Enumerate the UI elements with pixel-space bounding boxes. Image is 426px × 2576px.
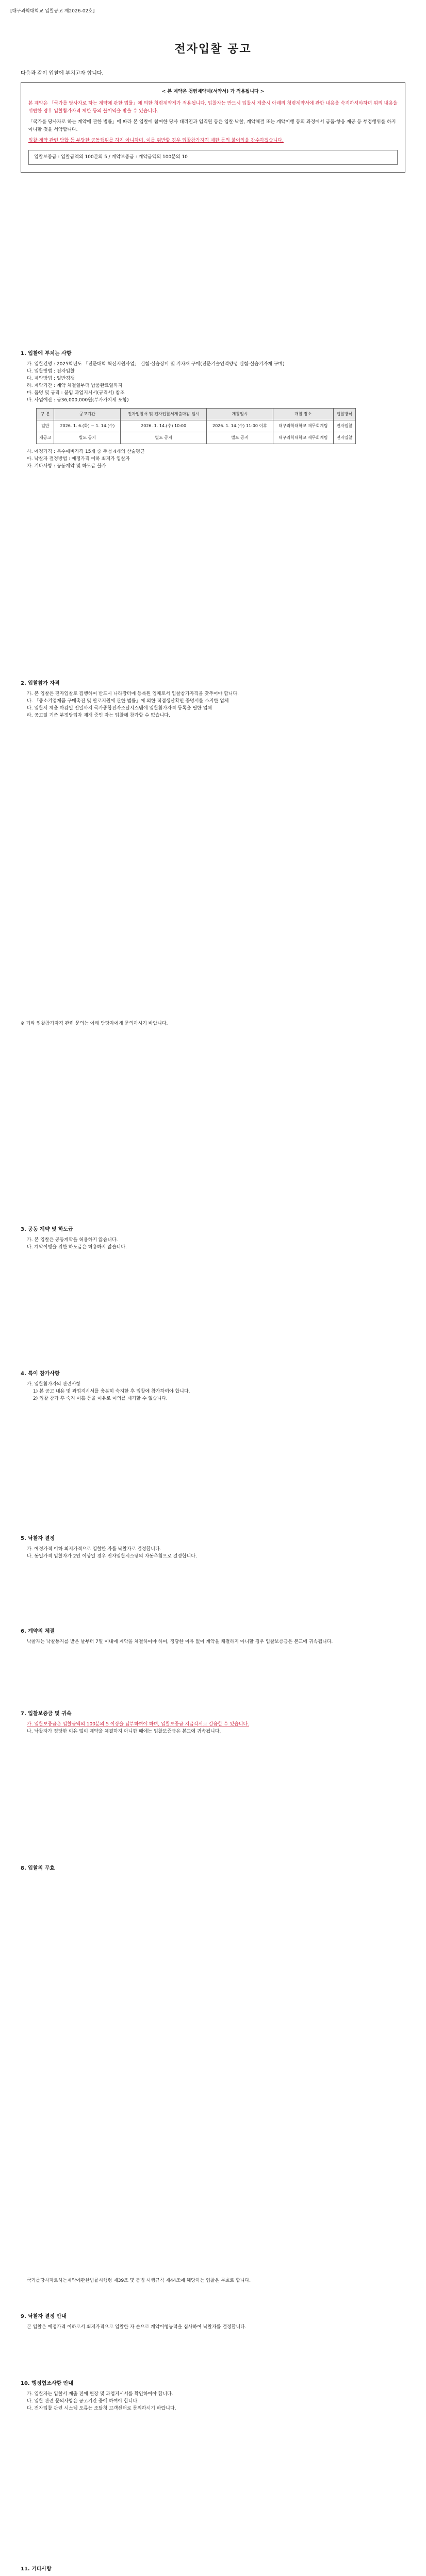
- section-11-title: 11. 기타사항: [21, 2566, 52, 2572]
- notice-deposit-box: 입찰보증금 : 입찰금액의 100분의 5 / 계약보증금 : 계약금액의 100분의 10: [28, 150, 398, 165]
- section-3-line: 나. 계약이행을 위한 하도급은 허용하지 않습니다.: [27, 1245, 127, 1250]
- section-2-title: 2. 입찰참가 자격: [21, 681, 60, 686]
- section-1-line: 다. 계약방법 : 일반경쟁: [27, 376, 75, 381]
- section-7-line: 가. 입찰보증금은 입찰금액의 100분의 5 이상을 납부하여야 하며, 입찰보증금 지급각서로 갈음할 수 있습니다.: [27, 1722, 249, 1727]
- table-cell: 대구과학대학교 재무회계팀: [273, 432, 333, 444]
- table-cell: 일반: [37, 420, 54, 432]
- notice-paragraph-2: 「국가를 당사자로 하는 계약에 관한 법률」에 따라 본 입찰에 참여한 당사 대리인과 임직원 등은 입찰·낙찰, 계약체결 또는 계약이행 등의 과정에서 금품·향응 제공 등 부정행위를 하지 아니할 것을 서약합니다.: [28, 120, 396, 132]
- section-11: [21, 2566, 405, 2576]
- table-row: [37, 432, 356, 444]
- section-5-line: 가. 예정가격 이하 최저가격으로 입찰한 자를 낙찰자로 결정합니다.: [27, 1547, 161, 1552]
- section-7-title: 7. 입찰보증금 및 귀속: [21, 1711, 72, 1717]
- table-cell: 별도 공지: [207, 432, 273, 444]
- section-1-line: 바. 사업예산 : 금36,000,000원(부가가치세 포함): [27, 398, 129, 403]
- section-2-line: 다. 입찰서 제출 마감일 전일까지 국가종합전자조달시스템에 입찰참가자격 등록을 필한 업체: [27, 706, 212, 711]
- table-cell: 2026. 1. 14.(수) 11:00 이후: [207, 420, 273, 432]
- table-header: 개찰 장소: [273, 409, 333, 420]
- section-10-line: 가. 입찰자는 입찰서 제출 전에 현장 및 과업지시서를 확인하여야 합니다.: [27, 2392, 173, 2397]
- section-2-line: 가. 본 입찰은 전자입찰로 집행하며 반드시 나라장터에 등록된 업체로서 입찰참가자격을 갖추어야 합니다.: [27, 691, 239, 697]
- section-1-line: 라. 계약기간 : 계약 체결일부터 납품완료일까지: [27, 383, 123, 388]
- section-1-title: 1. 입찰에 부치는 사항: [21, 351, 72, 357]
- section-8-title: 8. 입찰의 무효: [21, 1866, 55, 1871]
- table-cell: 전자입찰: [333, 432, 355, 444]
- intro-text: 다음과 같이 입찰에 부치고자 합니다.: [21, 71, 104, 76]
- section-10: [21, 2380, 405, 2412]
- section-8: [21, 1865, 405, 1875]
- section-3-line: 가. 본 입찰은 공동계약을 허용하지 않습니다.: [27, 1238, 118, 1243]
- section-4-line: 가. 입찰참가자의 관련사항: [27, 1382, 81, 1387]
- section-2-note-text: ※ 기타 입찰참가자격 관련 문의는 아래 담당자에게 문의하시기 바랍니다.: [21, 1021, 168, 1026]
- section-9: [21, 2313, 405, 2331]
- section-2-line: 나. 「중소기업제품 구매촉진 및 판로지원에 관한 법률」에 의한 직접생산확인 증명서를 소지한 업체: [27, 699, 229, 704]
- section-5-line: 나. 동일가격 입찰자가 2인 이상일 경우 전자입찰시스템의 자동추첨으로 결정합니다.: [27, 1554, 197, 1559]
- integrity-notice-box: [21, 82, 405, 173]
- notice-paragraph-3: 입찰·계약 관련 담합 등 부당한 공동행위를 하지 아니하며, 이를 위반할 경우 입찰참가자격 제한 등의 불이익을 감수하겠습니다.: [28, 138, 284, 143]
- section-7-line: 나. 낙찰자가 정당한 이유 없이 계약을 체결하지 아니한 때에는 입찰보증금은 본교에 귀속됩니다.: [27, 1729, 221, 1734]
- section-1-line: 마. 품명 및 규격 : 붙임 과업지시서(규격서) 참조: [27, 391, 125, 396]
- section-10-line: 나. 입찰 관련 문의사항은 공고기간 중에 하여야 합니다.: [27, 2399, 139, 2404]
- bid-schedule-table: [36, 408, 356, 444]
- section-1-line: 아. 낙찰자 결정방법 : 예정가격 이하 최저가 입찰자: [27, 456, 130, 462]
- table-cell: 별도 공지: [121, 432, 207, 444]
- section-6: [21, 1628, 405, 1646]
- section-6-line: 낙찰자는 낙찰통지를 받은 날부터 7일 이내에 계약을 체결하여야 하며, 정당한 이유 없이 계약을 체결하지 아니할 경우 입찰보증금은 본교에 귀속됩니다.: [27, 1639, 333, 1645]
- section-1-line: 사. 예정가격 : 복수예비가격 15개 중 추첨 4개의 산술평균: [27, 449, 145, 454]
- section-2-line: 라. 공고일 기준 부정당업자 제재 중인 자는 입찰에 참가할 수 없습니다.: [27, 713, 170, 718]
- section-2: [21, 680, 405, 719]
- section-9-line: 본 입찰은 예정가격 이하로서 최저가격으로 입찰한 자 순으로 계약이행능력을 심사하여 낙찰자를 결정합니다.: [27, 2325, 247, 2330]
- section-7: [21, 1710, 405, 1735]
- section-1-line: 가. 입찰건명 : 2025학년도 「전문대학 혁신지원사업」 실험·실습장비 및 기자재 구매(전문기술인력양성 실험·실습기자재 구매): [27, 362, 285, 367]
- section-4-line: 1) 본 공고 내용 및 과업지시서를 충분히 숙지한 후 입찰에 참가하여야 합니다.: [33, 1389, 190, 1394]
- notice-heading: < 본 계약은 청렴계약제(서약서) 가 적용됩니다 >: [161, 89, 265, 94]
- section-10-line: 다. 전자입찰 관련 시스템 오류는 조달청 고객센터로 문의하시기 바랍니다.: [27, 2406, 176, 2411]
- section-8-body: [21, 2277, 405, 2284]
- section-5: [21, 1535, 405, 1560]
- section-10-title: 10. 행정협조사항 안내: [21, 2381, 73, 2386]
- section-4-line: 2) 입찰 참가 후 숙지 미흡 등을 이유로 이의를 제기할 수 없습니다.: [33, 1396, 168, 1401]
- page-title: 전자입찰 공고: [174, 43, 252, 56]
- document-number-tag: [대구과학대학교 입찰공고 제2026-02호]: [10, 9, 95, 14]
- table-cell: 2026. 1. 6.(화) ~ 1. 14.(수): [54, 420, 121, 432]
- section-2-note: [21, 1020, 405, 1027]
- table-header: 개찰일시: [207, 409, 273, 420]
- table-header-row: [37, 409, 356, 420]
- table-header: 전자입찰서 및 전자입찰서제출마감 일시: [121, 409, 207, 420]
- section-1-line: 자. 기타사항 : 공동계약 및 하도급 불가: [27, 464, 106, 469]
- table-row: [37, 420, 356, 432]
- table-cell: 별도 공지: [54, 432, 121, 444]
- table-header: 구 분: [37, 409, 54, 420]
- section-1: [21, 350, 405, 470]
- section-3-title: 3. 공동 계약 및 하도급: [21, 1227, 73, 1232]
- notice-paragraph-1: 본 계약은 「국가를 당사자로 하는 계약에 관한 법률」에 의한 청렴계약제가 적용됩니다. 입찰자는 반드시 입찰서 제출시 아래의 청렴계약서에 관한 내용을 숙지하셔야하며 위의 내용을 위반한 경우 입찰참가자격 제한 등의 불이익을 받을 수 있습니다.: [28, 101, 398, 114]
- section-1-line: 나. 입찰방법 : 전자입찰: [27, 369, 75, 374]
- section-3: [21, 1226, 405, 1251]
- table-header: 공고기간: [54, 409, 121, 420]
- table-cell: 재공고: [37, 432, 54, 444]
- section-4-title: 4. 특이 참가사항: [21, 1371, 60, 1377]
- section-8-line: 국가를당사자로하는계약에관한법률시행령 제39조 및 동법 시행규칙 제44조에 해당하는 입찰은 무효로 합니다.: [27, 2278, 251, 2283]
- section-5-title: 5. 낙찰자 결정: [21, 1536, 55, 1541]
- table-cell: 2026. 1. 14.(수) 10:00: [121, 420, 207, 432]
- section-9-title: 9. 낙찰자 결정 안내: [21, 2314, 67, 2319]
- section-6-title: 6. 계약의 체결: [21, 1629, 55, 1634]
- table-header: 입찰방식: [333, 409, 355, 420]
- table-cell: 전자입찰: [333, 420, 355, 432]
- section-4: [21, 1370, 405, 1402]
- table-cell: 대구과학대학교 재무회계팀: [273, 420, 333, 432]
